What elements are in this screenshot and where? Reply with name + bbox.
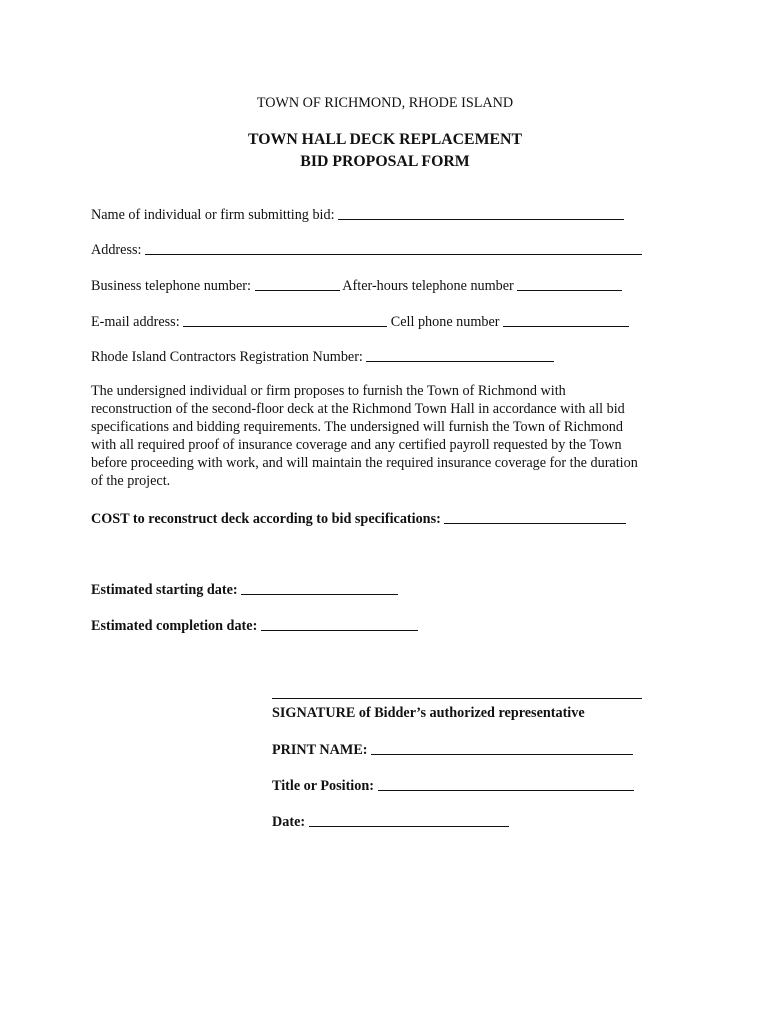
name-field-label: Name of individual or firm submitting bid: [91, 207, 335, 223]
print-name-blank[interactable] [371, 741, 633, 755]
print-name-row [272, 740, 633, 759]
paragraph-line: specifications and bidding requirements. The undersigned will furnish the Town of Richmond [91, 419, 623, 435]
paragraph-line: of the project. [91, 473, 171, 489]
start-date-row [91, 580, 398, 599]
email-field-label: E-mail address: [91, 314, 180, 330]
cost-field-row [91, 509, 626, 528]
signature-date-row [272, 812, 509, 831]
proposal-paragraph [91, 382, 691, 490]
email-field-row [91, 312, 629, 331]
title-position-blank[interactable] [378, 777, 634, 791]
cost-field-blank[interactable] [444, 510, 626, 524]
title-position-label: Title or Position: [272, 778, 374, 794]
business-phone-blank[interactable] [255, 277, 340, 291]
cell-phone-label: Cell phone number [390, 314, 500, 330]
after-hours-phone-label: After-hours telephone number [342, 278, 514, 294]
email-field-blank[interactable] [183, 313, 387, 327]
start-date-blank[interactable] [241, 581, 398, 595]
cost-field-label: COST to reconstruct deck according to bid specifications: [91, 511, 441, 527]
start-date-label: Estimated starting date: [91, 582, 238, 598]
business-phone-label: Business telephone number: [91, 278, 251, 294]
signature-date-label: Date: [272, 814, 306, 830]
completion-date-blank[interactable] [261, 617, 418, 631]
form-title-line2: BID PROPOSAL FORM [300, 153, 470, 170]
registration-field-label: Rhode Island Contractors Registration Number: [91, 349, 363, 365]
paragraph-line: The undersigned individual or firm proposes to furnish the Town of Richmond with [91, 383, 566, 399]
title-position-row [272, 776, 634, 795]
address-field-row [91, 240, 642, 259]
name-field-row [91, 205, 624, 224]
registration-field-blank[interactable] [366, 348, 554, 362]
signature-line[interactable] [272, 698, 642, 699]
paragraph-line: reconstruction of the second-floor deck at the Richmond Town Hall in accordance with all bid [91, 401, 625, 417]
form-title-line1: TOWN HALL DECK REPLACEMENT [247, 131, 522, 148]
completion-date-label: Estimated completion date: [91, 618, 258, 634]
print-name-label: PRINT NAME: [272, 742, 368, 758]
completion-date-row [91, 616, 418, 635]
cell-phone-blank[interactable] [503, 313, 629, 327]
paragraph-line: with all required proof of insurance coverage and any certified payroll requested by the Town [91, 437, 622, 453]
registration-field-row [91, 347, 554, 366]
phone-field-row [91, 276, 622, 295]
signature-label: SIGNATURE of Bidder’s authorized representative [272, 705, 585, 721]
after-hours-phone-blank[interactable] [517, 277, 622, 291]
address-field-label: Address: [91, 242, 142, 258]
name-field-blank[interactable] [338, 206, 624, 220]
address-field-blank[interactable] [145, 241, 642, 255]
signature-date-blank[interactable] [309, 813, 509, 827]
paragraph-line: before proceeding with work, and will maintain the required insurance coverage for the duration [91, 455, 638, 471]
town-name-heading: TOWN OF RICHMOND, RHODE ISLAND [256, 95, 514, 111]
